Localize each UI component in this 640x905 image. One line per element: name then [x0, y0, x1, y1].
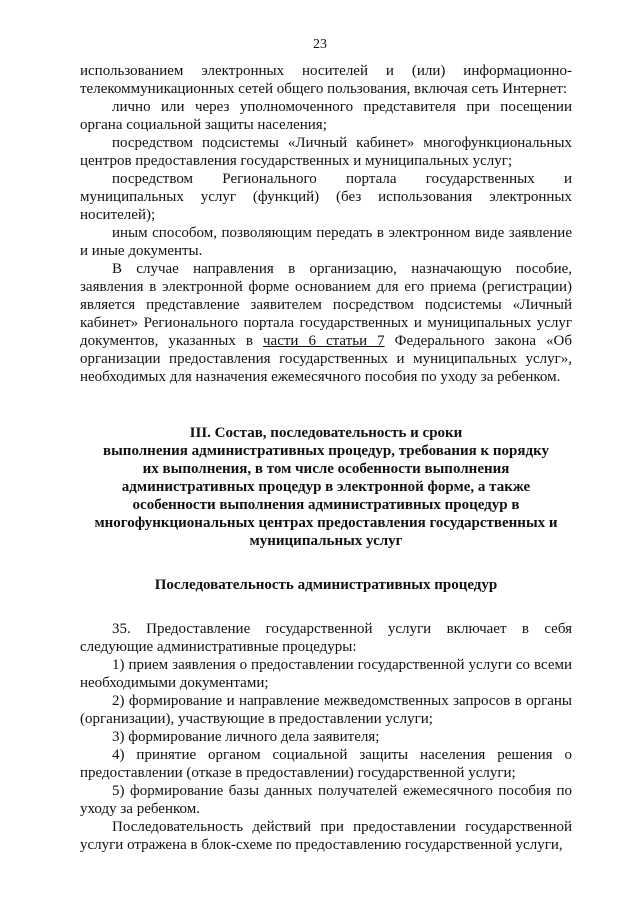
heading-line: многофункциональных центрах предоставления государственных и [94, 515, 558, 531]
paragraph: 35. Предоставление государственной услуги включает в себя следующие административные процедуры: [80, 621, 572, 655]
law-reference-link[interactable]: части 6 статьи 7 [263, 333, 385, 349]
heading-line: административных процедур в электронной форме, а также [121, 479, 531, 495]
list-item: посредством Регионального портала государственных и муниципальных услуг (функций) (без использования электронных носителей); [80, 171, 572, 223]
heading-line: III. Состав, последовательность и сроки [189, 425, 463, 441]
paragraph: телекоммуникационных сетей общего пользования, включая сеть Интернет: [80, 81, 568, 97]
heading-line: их выполнения, в том числе особенности выполнения [142, 461, 510, 477]
paragraph [80, 260, 572, 386]
list-item: посредством подсистемы «Личный кабинет» многофункциональных центров предоставления государственных и муниципальных услуг; [80, 135, 572, 169]
page-content [80, 62, 572, 854]
list-item: 4) принятие органом социальной защиты населения решения о предоставлении (отказе в предоставлении) государственной услуги; [80, 747, 572, 781]
list-item: 1) прием заявления о предоставлении государственной услуги со всеми необходимыми документами; [80, 657, 572, 691]
list-item: иным способом, позволяющим передать в электронном виде заявление и иные документы. [80, 225, 572, 259]
heading-line: выполнения административных процедур, требования к порядку [103, 443, 549, 459]
page-number: 23 [313, 37, 327, 52]
list-item: лично или через уполномоченного представителя при посещении органа социальной защиты населения; [80, 99, 572, 133]
paragraph-text: В случае направления в организацию, назначающую пособие, заявления в электронной форме основанием для его приема (регистрации) является представление заявителем посредством подсистемы «Личный кабинет» Регионального портала государственных и муниципальных услуг документов, указанных в [80, 261, 572, 349]
section-heading [80, 424, 572, 550]
paragraph-line: использованием электронных носителей и (или) информационно- [80, 63, 572, 79]
heading-line: муниципальных услуг [249, 533, 403, 549]
paragraph: Последовательность действий при предоставлении государственной услуги отражена в блок-схеме по предоставлению государственной услуги, [80, 819, 572, 853]
subheading: Последовательность административных процедур [154, 577, 498, 593]
list-item: 3) формирование личного дела заявителя; [112, 729, 380, 745]
heading-line: особенности выполнения административных процедур в [132, 497, 520, 513]
paragraph-text: Федерального закона «Об организации предоставления государственных и муниципальных услуг», необходимых для назначения ежемесячного пособия по уходу за ребенком. [80, 333, 572, 385]
list-item: 5) формирование базы данных получателей ежемесячного пособия по уходу за ребенком. [80, 783, 572, 817]
list-item: 2) формирование и направление межведомственных запросов в органы (организации), участвующие в предоставлении услуги; [80, 693, 572, 727]
